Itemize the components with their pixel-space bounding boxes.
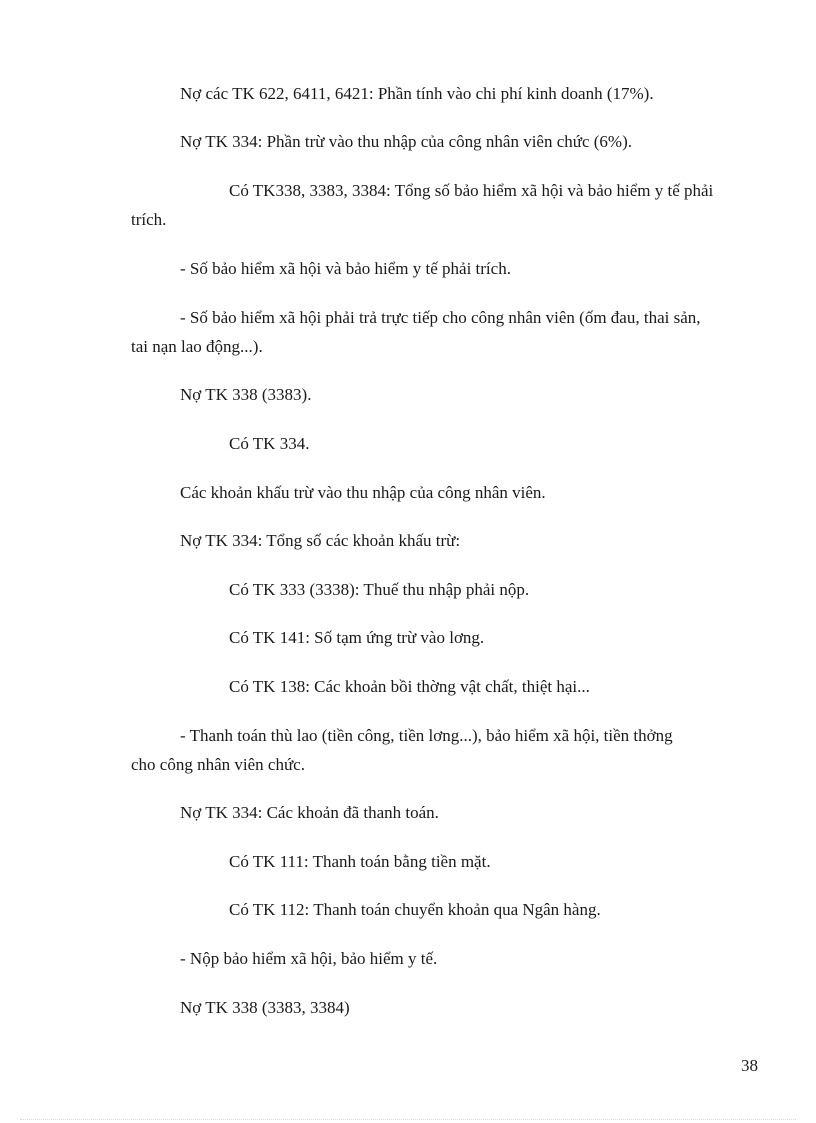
paragraph: Các khoản khấu trừ vào thu nhập của công nhân viên. (180, 483, 546, 502)
paragraph: - Số bảo hiểm xã hội phải trả trực tiếp cho công nhân viên (ốm đau, thai sản, (180, 308, 701, 327)
paragraph: Có TK 112: Thanh toán chuyển khoản qua Ngân hàng. (229, 900, 601, 919)
paragraph: Nợ TK 334: Phần trừ vào thu nhập của công nhân viên chức (6%). (180, 132, 632, 151)
paragraph: Có TK 138: Các khoản bồi thờng vật chất, thiệt hại... (229, 677, 590, 696)
paragraph: Có TK 141: Số tạm ứng trừ vào lơng. (229, 628, 485, 647)
page-number: 38 (741, 1056, 758, 1075)
paragraph: Có TK 334. (229, 434, 310, 453)
paragraph: Nợ TK 334: Tổng số các khoản khấu trừ: (180, 531, 461, 550)
paragraph: Nợ TK 338 (3383, 3384) (180, 998, 350, 1017)
paragraph: tai nạn lao động...). (131, 337, 263, 356)
paragraph: trích. (131, 210, 167, 229)
paragraph: Có TK 333 (3338): Thuế thu nhập phải nộp. (229, 580, 530, 599)
paragraph: cho công nhân viên chức. (131, 755, 305, 774)
paragraph: Nợ TK 334: Các khoản đã thanh toán. (180, 803, 439, 822)
bottom-divider (20, 1119, 796, 1120)
paragraph: - Nộp bảo hiểm xã hội, bảo hiểm y tế. (180, 949, 438, 968)
paragraph: Có TK338, 3383, 3384: Tổng số bảo hiểm xã hội và bảo hiểm y tế phải (229, 181, 714, 200)
paragraph: Có TK 111: Thanh toán bằng tiền mặt. (229, 852, 491, 871)
paragraph: Nợ các TK 622, 6411, 6421: Phần tính vào chi phí kinh doanh (17%). (180, 84, 654, 103)
paragraph: Nợ TK 338 (3383). (180, 385, 312, 404)
paragraph: - Thanh toán thù lao (tiền công, tiền lơng...), bảo hiểm xã hội, tiền thởng (180, 726, 673, 745)
paragraph: - Số bảo hiểm xã hội và bảo hiểm y tế phải trích. (180, 259, 511, 278)
